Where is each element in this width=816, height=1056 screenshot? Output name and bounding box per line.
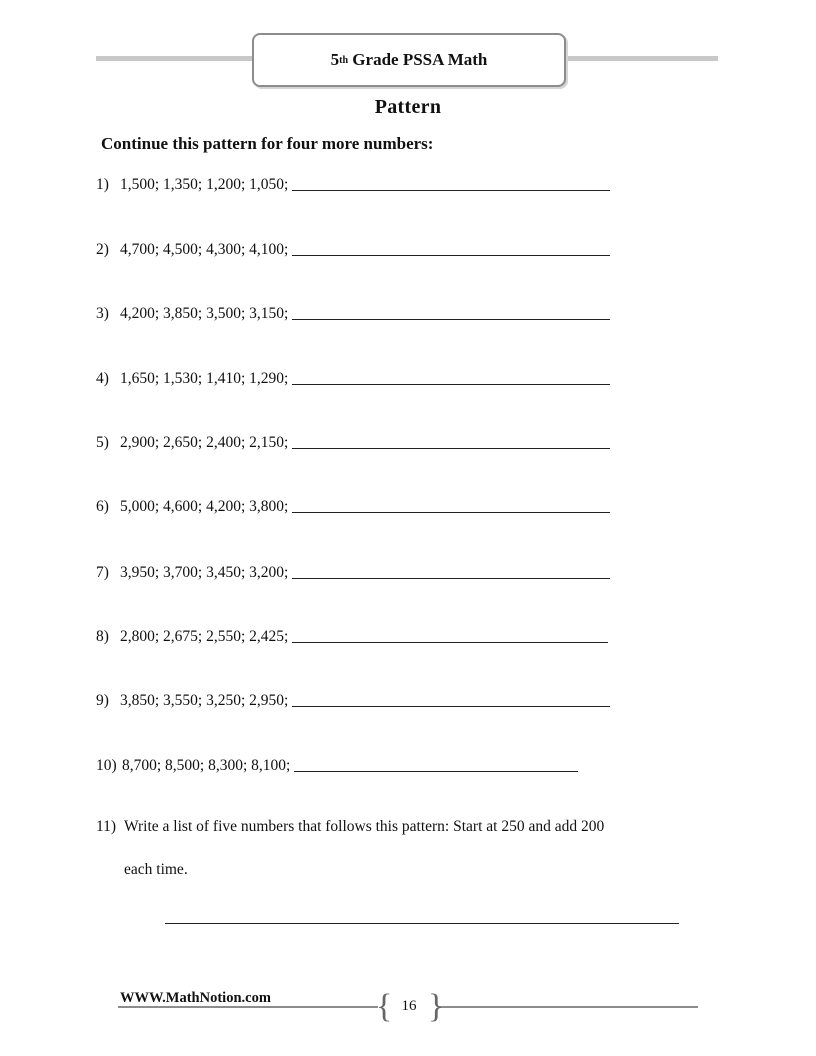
question-2 — [96, 241, 610, 259]
question-number: 1) — [96, 176, 109, 193]
footer-rule-right — [438, 1006, 698, 1008]
question-number: 9) — [96, 692, 109, 709]
question-9 — [96, 692, 610, 710]
question-sequence: 3,850; 3,550; 3,250; 2,950; — [120, 692, 289, 709]
answer-blank[interactable] — [292, 705, 610, 707]
question-sequence: 1,500; 1,350; 1,200; 1,050; — [120, 176, 289, 193]
question-11-text-continued: each time. — [124, 861, 188, 878]
footer-website: WWW.MathNotion.com — [120, 990, 271, 1006]
question-number: 7) — [96, 564, 109, 581]
header-title-text: Grade PSSA Math — [348, 50, 488, 69]
question-number: 5) — [96, 434, 109, 451]
header-rule-left — [96, 56, 254, 61]
footer-left-brace-icon: { — [376, 988, 393, 1025]
header-grade-number: 5 — [330, 50, 340, 69]
question-sequence: 4,700; 4,500; 4,300; 4,100; — [120, 241, 289, 258]
answer-blank[interactable] — [292, 189, 610, 191]
footer-page-number: 16 — [401, 998, 417, 1014]
answer-blank[interactable] — [292, 318, 610, 320]
answer-blank[interactable] — [292, 641, 608, 643]
question-8 — [96, 628, 608, 646]
question-sequence: 4,200; 3,850; 3,500; 3,150; — [120, 305, 289, 322]
question-7 — [96, 564, 610, 582]
answer-blank[interactable] — [292, 577, 610, 579]
question-11 — [96, 818, 604, 836]
answer-blank[interactable] — [292, 447, 610, 449]
question-sequence: 1,650; 1,530; 1,410; 1,290; — [120, 370, 289, 387]
question-11-answer-blank[interactable] — [165, 923, 679, 924]
question-number: 3) — [96, 305, 109, 322]
question-10 — [96, 757, 578, 775]
question-3 — [96, 305, 610, 323]
question-number: 6) — [96, 498, 109, 515]
question-number: 4) — [96, 370, 109, 387]
instruction-text: Continue this pattern for four more numbers: — [101, 134, 434, 153]
question-sequence: 2,900; 2,650; 2,400; 2,150; — [120, 434, 289, 451]
question-sequence: 5,000; 4,600; 4,200; 3,800; — [120, 498, 289, 515]
question-number: 10) — [96, 757, 117, 774]
answer-blank[interactable] — [292, 254, 610, 256]
answer-blank[interactable] — [292, 511, 610, 513]
header-grade-suffix: th — [339, 54, 349, 66]
question-5 — [96, 434, 610, 452]
question-sequence: 3,950; 3,700; 3,450; 3,200; — [120, 564, 289, 581]
answer-blank[interactable] — [292, 383, 610, 385]
question-1 — [96, 176, 610, 194]
answer-blank[interactable] — [294, 770, 578, 772]
question-6 — [96, 498, 610, 516]
question-sequence: 2,800; 2,675; 2,550; 2,425; — [120, 628, 289, 645]
question-4 — [96, 370, 610, 388]
question-11-text: Write a list of five numbers that follows this pattern: Start at 250 and add 200 — [124, 818, 605, 835]
question-sequence: 8,700; 8,500; 8,300; 8,100; — [122, 757, 291, 774]
header-rule-right — [560, 56, 718, 61]
question-number: 8) — [96, 628, 109, 645]
question-11-number: 11) — [96, 818, 117, 835]
header-title-box — [252, 33, 566, 87]
footer-rule-left — [118, 1006, 378, 1008]
page-title: Pattern — [374, 96, 442, 118]
question-number: 2) — [96, 241, 109, 258]
footer-right-brace-icon: } — [428, 988, 445, 1025]
